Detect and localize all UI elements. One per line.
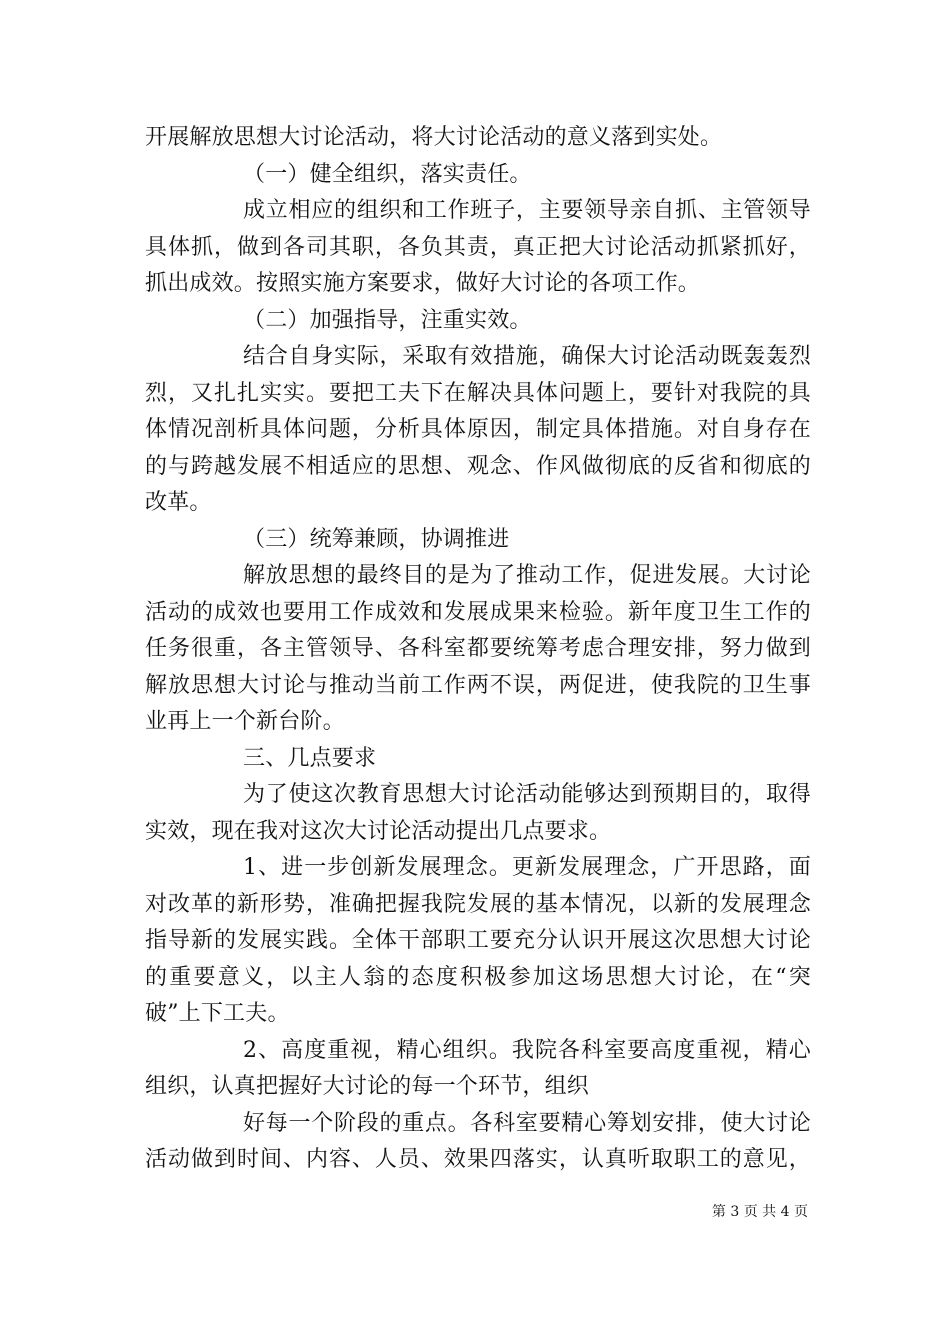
text-line: 改革。 <box>145 490 212 515</box>
text-line: （一）健全组织，落实责任。 <box>243 161 532 187</box>
text-line: 2、高度重视，精心组织。我院各科室要高度重视，精心 <box>243 1037 811 1063</box>
text-line: 的与跨越发展不相适应的思想、观念、作风做彻底的反省和彻底的 <box>145 453 811 479</box>
text-line: 的重要意义，以主人翁的态度积极参加这场思想大讨论，在“突 <box>145 964 811 990</box>
text-line: 烈，又扎扎实实。要把工夫下在解决具体问题上，要针对我院的具 <box>145 380 811 406</box>
text-line: 活动做到时间、内容、人员、效果四落实，认真听取职工的意见， <box>145 1147 811 1172</box>
text-line: 指导新的发展实践。全体干部职工要充分认识开展这次思想大讨论 <box>145 928 811 953</box>
text-line: 任务很重，各主管领导、各科室都要统筹考虑合理安排，努力做到 <box>145 636 811 661</box>
text-line: 活动的成效也要用工作成效和发展成果来检验。新年度卫生工作的 <box>145 599 811 625</box>
text-line: 结合自身实际，采取有效措施，确保大讨论活动既轰轰烈 <box>243 344 811 369</box>
text-line: 解放思想大讨论与推动当前工作两不误，两促进，使我院的卫生事 <box>145 672 811 698</box>
text-line: 开展解放思想大讨论活动，将大讨论活动的意义落到实处。 <box>145 125 723 150</box>
text-line: 体情况剖析具体问题，分析具体原因，制定具体措施。对自身存在 <box>145 417 811 442</box>
text-line: 实效，现在我对这次大讨论活动提出几点要求。 <box>145 818 612 844</box>
text-line: 1、进一步创新发展理念。更新发展理念，广开思路，面 <box>243 855 811 880</box>
document-body <box>145 120 811 1179</box>
text-line: 组织，认真把握好大讨论的每一个环节，组织 <box>145 1074 590 1099</box>
text-line: （三）统筹兼顾，协调推进 <box>243 526 510 552</box>
text-line: 为了使这次教育思想大讨论活动能够达到预期目的，取得 <box>243 782 811 807</box>
text-line: 好每一个阶段的重点。各科室要精心筹划安排，使大讨论 <box>243 1110 811 1136</box>
text-line: （二）加强指导，注重实效。 <box>243 307 532 333</box>
text-line: 成立相应的组织和工作班子，主要领导亲自抓、主管领导 <box>243 198 811 223</box>
text-line: 具体抓，做到各司其职，各负其责，真正把大讨论活动抓紧抓好， <box>145 234 811 260</box>
text-line: 业再上一个新台阶。 <box>145 709 345 734</box>
page-number-footer: 第 3 页 共 4 页 <box>711 1204 808 1220</box>
text-line: 对改革的新形势，准确把握我院发展的基本情况，以新的发展理念 <box>145 891 811 917</box>
text-line: 三、几点要求 <box>243 745 377 771</box>
text-line: 抓出成效。按照实施方案要求，做好大讨论的各项工作。 <box>145 271 701 296</box>
text-line: 破”上下工夫。 <box>145 1001 290 1026</box>
text-line: 解放思想的最终目的是为了推动工作，促进发展。大讨论 <box>243 563 811 588</box>
